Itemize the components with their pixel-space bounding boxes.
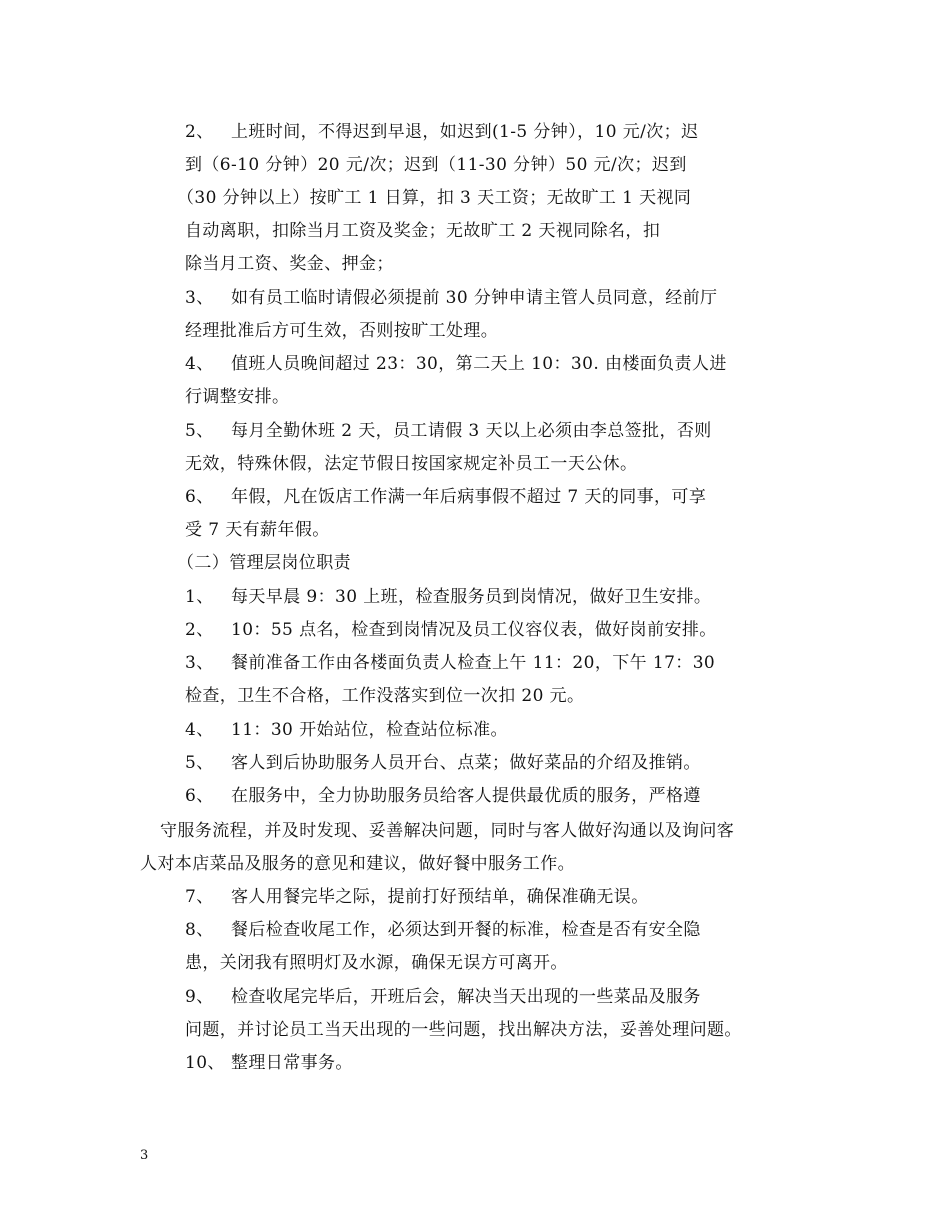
continuation-line [185,686,584,706]
item-text: 每月全勤休班 2 天，员工请假 3 天以上必须由李总签批，否则 [231,421,712,441]
continuation-line [185,221,660,241]
item-text: （30 分钟以上）按旷工 1 日算，扣 3 天工资；无故旷工 1 天视同 [177,188,692,208]
item-text: 年假，凡在饭店工作满一年后病事假不超过 7 天的同事，可享 [231,487,707,507]
item-text: 客人用餐完毕之际，提前打好预结单，确保准确无误。 [231,887,649,907]
item-number: 5、 [185,753,214,773]
item-number: 8、 [185,920,214,940]
item-text: 检查收尾完毕后，开班后会，解决当天出现的一些菜品及服务 [231,987,701,1007]
list-item [185,487,706,507]
item-text: 人对本店菜品及服务的意见和建议，做好餐中服务工作。 [140,854,575,874]
item-text: 如有员工临时请假必须提前 30 分钟申请主管人员同意，经前厅 [231,288,718,308]
continuation-line [177,188,691,208]
continuation-line [185,387,289,407]
item-number: 7、 [185,887,214,907]
item-number: 3、 [185,653,214,673]
item-text: 行调整安排。 [185,387,290,407]
item-number: 5、 [185,421,214,441]
item-text: 餐后检查收尾工作，必须达到开餐的标准，检查是否有安全隐 [231,920,701,940]
item-text: 自动离职，扣除当月工资及奖金；无故旷工 2 天视同除名，扣 [185,221,661,241]
list-item [185,887,649,907]
continuation-line [140,854,575,874]
list-item [185,620,717,640]
continuation-line [185,953,568,973]
list-item [185,653,715,673]
item-text: 检查，卫生不合格，工作没落实到位一次扣 20 元。 [185,686,585,706]
continuation-line [185,1020,742,1040]
list-item [185,122,698,142]
item-number: 6、 [185,786,214,806]
item-number: 2、 [185,620,214,640]
item-text: 整理日常事务。 [231,1053,353,1073]
item-number: 4、 [185,354,214,374]
item-text: 守服务流程，并及时发现、妥善解决问题，同时与客人做好沟通以及询问客 [160,821,735,841]
continuation-line [185,454,637,474]
page-number: 3 [140,1148,149,1163]
item-text: 无效，特殊休假，法定节假日按国家规定补员工一天公休。 [185,454,638,474]
item-text: 客人到后协助服务人员开台、点菜；做好菜品的介绍及推销。 [231,753,701,773]
item-text: 患，关闭我有照明灯及水源，确保无误方可离开。 [185,953,568,973]
item-number: 2、 [185,122,214,142]
item-number: 4、 [185,720,214,740]
list-item [185,753,701,773]
item-number: 10、 [185,1053,225,1073]
item-number: 9、 [185,987,214,1007]
list-item [185,288,717,308]
section-title: （二）管理层岗位职责 [177,553,351,573]
item-text: 11：30 开始站位，检查站位标准。 [231,720,508,740]
item-text: 在服务中，全力协助服务员给客人提供最优质的服务，严格遵 [231,786,701,806]
item-text: 10：55 点名，检查到岗情况及员工仪容仪表，做好岗前安排。 [231,620,717,640]
list-item [185,421,712,441]
list-item [185,1053,353,1073]
item-text: 值班人员晚间超过 23：30，第二天上 10：30. 由楼面负责人进 [231,354,727,374]
list-item [185,720,508,740]
item-text: 上班时间，不得迟到早退，如迟到(1-5 分钟），10 元/次；迟 [231,122,699,142]
list-item [185,920,701,940]
item-text: 到（6-10 分钟）20 元/次；迟到（11-30 分钟）50 元/次；迟到 [185,155,687,175]
item-text: 每天早晨 9：30 上班，检查服务员到岗情况，做好卫生安排。 [231,587,712,607]
continuation-line [185,155,687,175]
continuation-line [160,821,734,841]
item-number: 1、 [185,587,214,607]
item-number: 3、 [185,288,214,308]
list-item [185,354,727,374]
item-text: 经理批准后方可生效，否则按旷工处理。 [185,321,499,341]
item-text: 除当月工资、奖金、押金； [185,254,394,274]
list-item [185,987,701,1007]
continuation-line [185,254,394,274]
continuation-line [185,520,330,540]
item-text: 餐前准备工作由各楼面负责人检查上午 11：20，下午 17：30 [231,653,716,673]
item-text: 问题，并讨论员工当天出现的一些问题，找出解决方法，妥善处理问题。 [185,1020,742,1040]
list-item [185,587,711,607]
section-heading [177,553,351,573]
item-text: 受 7 天有薪年假。 [185,520,330,540]
continuation-line [185,321,498,341]
item-number: 6、 [185,487,214,507]
list-item [185,786,701,806]
